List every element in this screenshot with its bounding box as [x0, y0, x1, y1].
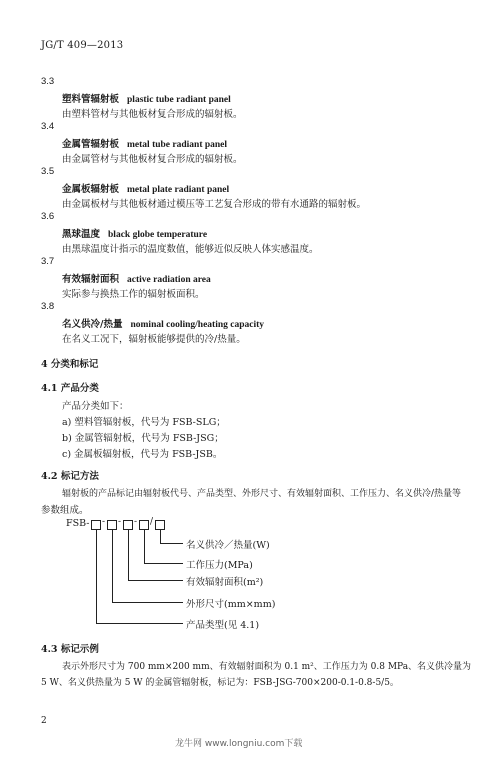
term-zh: 有效辐射面积 — [62, 274, 120, 285]
marking-label: 外形尺寸(mm×mm) — [186, 599, 276, 610]
term-zh: 黑球温度 — [62, 229, 101, 240]
section-heading: 4 分类和标记 — [41, 359, 99, 370]
list-item: b) 金属管辐射板，代号为 FSB-JSG； — [62, 433, 224, 444]
term-title — [62, 181, 229, 195]
connector-line — [96, 623, 183, 624]
page-number: 2 — [41, 716, 47, 726]
connector-line — [128, 580, 183, 581]
field-box — [139, 520, 149, 530]
term-title — [62, 91, 231, 105]
term-definition: 在名义工况下，辐射板能够提供的冷/热量。 — [62, 334, 246, 345]
subsection-heading: 4.1 产品分类 — [41, 383, 99, 394]
connector-line — [112, 530, 113, 602]
connector-line — [144, 563, 183, 564]
term-en: metal plate radiant panel — [127, 185, 230, 195]
connector-line — [144, 530, 145, 563]
subsection-heading: 4.2 标记方法 — [41, 471, 99, 482]
marking-label: 有效辐射面积(m²) — [186, 577, 264, 588]
paragraph: 5 W、名义供热量为 5 W 的金属管辐射板，标记为：FSB-JSG-700×200-0.1-0.8-5/5。 — [41, 678, 399, 688]
paragraph: 参数组成。 — [41, 505, 89, 516]
separator: - — [102, 517, 106, 527]
term-zh: 金属板辐射板 — [62, 184, 120, 195]
term-en: active radiation area — [127, 275, 211, 285]
connector-line — [112, 602, 183, 603]
term-number: 3.5 — [41, 166, 55, 177]
list-item: c) 金属板辐射板，代号为 FSB-JSB。 — [62, 449, 223, 460]
term-number: 3.8 — [41, 301, 55, 312]
field-box — [107, 520, 117, 530]
term-en: nominal cooling/heating capacity — [130, 320, 265, 330]
separator: - — [134, 517, 138, 527]
marking-label: 名义供冷／热量(W) — [186, 540, 270, 551]
term-title — [62, 316, 264, 330]
term-title — [62, 226, 207, 240]
term-number: 3.6 — [41, 211, 55, 222]
paragraph: 产品分类如下： — [62, 401, 129, 412]
paragraph: 辐射板的产品标记由辐射板代号、产品类型、外形尺寸、有效辐射面积、工作压力、名义供冷/热量等 — [62, 489, 462, 499]
connector-line — [160, 530, 161, 543]
field-box — [91, 520, 101, 530]
paragraph: 表示外形尺寸为 700 mm×200 mm、有效辐射面积为 0.1 m²、工作压力为 0.8 MPa、名义供冷量为 — [62, 662, 472, 672]
term-title — [62, 136, 227, 150]
term-definition: 由金属管材与其他板材复合形成的辐射板。 — [62, 154, 243, 165]
field-box — [155, 520, 165, 530]
marking-label: 工作压力(MPa) — [186, 560, 253, 571]
term-definition: 实际参与换热工作的辐射板面积。 — [62, 289, 205, 300]
term-zh: 名义供冷/热量 — [62, 319, 123, 330]
term-number: 3.7 — [41, 256, 55, 267]
term-definition: 由黑球温度计指示的温度数值，能够近似反映人体实感温度。 — [62, 244, 319, 255]
connector-line — [160, 543, 183, 544]
term-number: 3.4 — [41, 121, 55, 132]
term-en: metal tube radiant panel — [127, 140, 228, 150]
marking-prefix: FSB- — [66, 518, 90, 529]
term-definition: 由金属板材与其他板材通过模压等工艺复合形成的带有水通路的辐射板。 — [62, 199, 367, 210]
separator: - — [118, 517, 122, 527]
term-en: plastic tube radiant panel — [127, 95, 231, 105]
connector-line — [96, 530, 97, 623]
field-box — [123, 520, 133, 530]
download-watermark: 龙牛网 www.longniu.com下载 — [175, 739, 303, 749]
term-zh: 金属管辐射板 — [62, 139, 120, 150]
standard-number: JG/T 409—2013 — [41, 40, 124, 51]
connector-line — [128, 530, 129, 580]
term-title — [62, 271, 211, 285]
term-zh: 塑料管辐射板 — [62, 94, 120, 105]
marking-label: 产品类型(见 4.1) — [186, 620, 260, 631]
separator: / — [150, 517, 154, 527]
list-item: a) 塑料管辐射板，代号为 FSB-SLG； — [62, 417, 226, 428]
subsection-heading: 4.3 标记示例 — [41, 644, 99, 655]
term-number: 3.3 — [41, 76, 55, 87]
term-en: black globe temperature — [108, 230, 208, 240]
term-definition: 由塑料管材与其他板材复合形成的辐射板。 — [62, 109, 243, 120]
